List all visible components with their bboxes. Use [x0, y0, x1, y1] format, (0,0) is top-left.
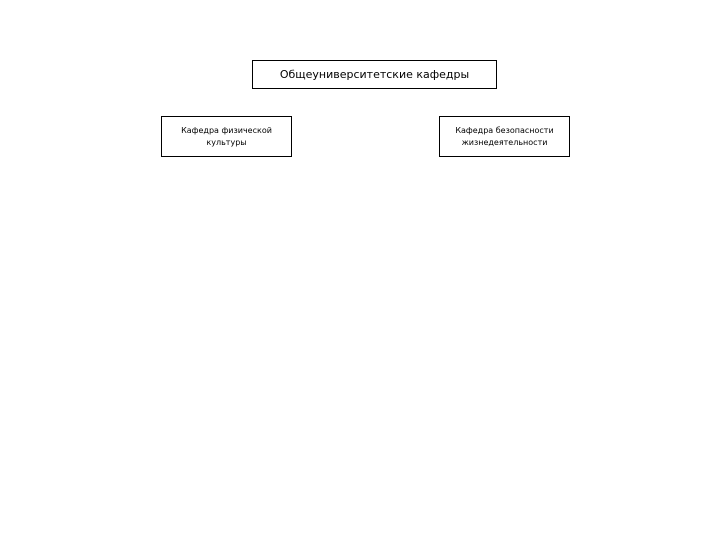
child-node-life-safety: [439, 116, 570, 157]
root-node-box: [252, 60, 497, 89]
root-node-label: Общеуниверситетские кафедры: [279, 68, 470, 81]
child-node-label: Кафедра безопасности жизнедеятельности: [455, 125, 554, 147]
child-node-physical-culture: [161, 116, 292, 157]
child-node-label: Кафедра физической культуры: [181, 125, 272, 147]
